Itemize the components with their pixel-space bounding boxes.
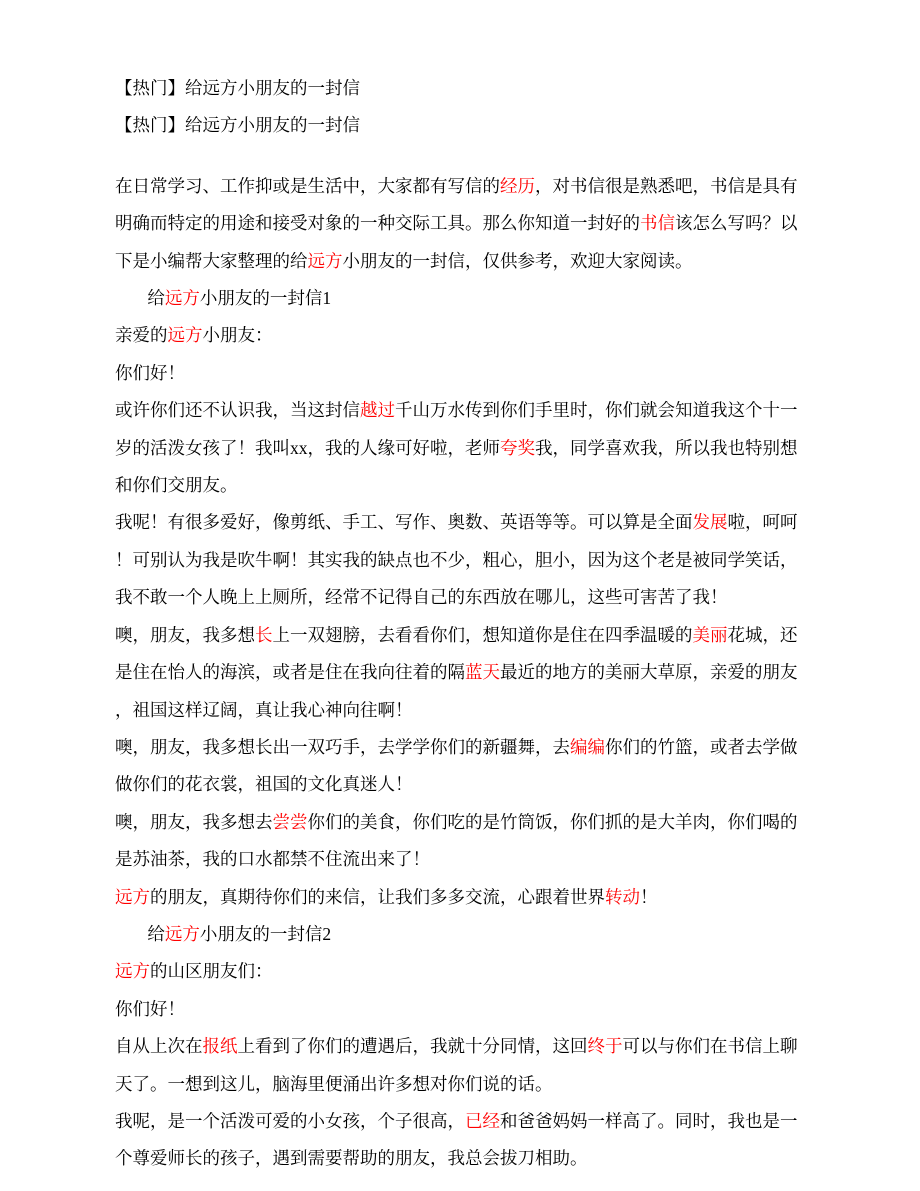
text-segment: 花城，还是住在怡人的海滨，或者是住在我向往着的隔 xyxy=(115,624,798,683)
text-segment: 小朋友的一封信1 xyxy=(199,288,332,309)
highlighted-text-segment: 美丽 xyxy=(692,624,728,645)
highlighted-text-segment: 越过 xyxy=(360,400,395,421)
text-segment: 【热门】给远方小朋友的一封信 xyxy=(115,78,360,98)
text-segment: 和爸爸妈妈一样高了。同时，我也是一个尊爱师长的孩子，遇到需要帮助的朋友，我总会拔刀相助。 xyxy=(115,1110,798,1169)
letter1-paragraph-2 xyxy=(115,504,805,616)
text-segment: 可以与你们在书信上聊天了。一想到这儿，脑海里便涌出许多想对你们说的话。 xyxy=(115,1036,798,1094)
text-segment: 你们的竹篮，或者去学做做你们的花衣裳，祖国的文化真迷人！ xyxy=(115,736,798,795)
text-segment: 最近的地方的美丽大草原，亲爱的朋友，祖国这样辽阔，真让我心神向往啊！ xyxy=(115,662,798,720)
highlighted-text-segment: 经历 xyxy=(500,175,535,196)
text-segment: ！ xyxy=(640,886,658,907)
text-segment: 亲爱的 xyxy=(115,325,168,346)
text-segment: 我呢，是一个活泼可爱的小女孩，个子很高， xyxy=(115,1110,465,1131)
highlighted-text-segment: 夸奖 xyxy=(500,437,535,458)
highlighted-text-segment: 远方 xyxy=(164,288,200,309)
highlighted-text-segment: 尝尝 xyxy=(272,811,308,832)
salutation-1 xyxy=(115,317,805,354)
text-segment: 噢，朋友，我多想长出一双巧手，去学学你们的新疆舞，去 xyxy=(115,736,570,757)
letter2-paragraph-2 xyxy=(115,1103,805,1178)
highlighted-text-segment: 终于 xyxy=(587,1036,623,1057)
letter1-closing xyxy=(115,879,805,916)
text-segment: 的山区朋友们： xyxy=(150,961,273,982)
highlighted-text-segment: 蓝天 xyxy=(465,662,500,683)
highlighted-text-segment: 远方 xyxy=(167,325,203,346)
text-segment: 小朋友的一封信2 xyxy=(199,923,332,944)
text-segment: 在日常学习、工作抑或是生活中，大家都有写信的 xyxy=(115,175,500,196)
text-segment: 我，同学喜欢我，所以我也特别想和你们交朋友。 xyxy=(115,437,798,496)
text-segment: 的朋友，真期待你们的来信，让我们多多交流，心跟着世界 xyxy=(150,886,605,907)
text-segment: 自从上次在 xyxy=(115,1036,203,1057)
text-segment: 小朋友的一封信，仅供参考，欢迎大家阅读。 xyxy=(342,250,693,271)
text-segment: 我呢！有很多爱好，像剪纸、手工、写作、奥数、英语等等。可以算是全面 xyxy=(115,512,693,533)
text-segment: 千山万水传到你们手里时，你们就会知道我这个十一岁的活泼女孩了！我叫xx，我的人缘可好啦，老师 xyxy=(115,400,798,458)
text-segment: 啦，呵呵！可别认为我是吹牛啊！其实我的缺点也不少，粗心，胆小，因为这个老是被同学笑话，我不敢一个人晚上上厕所，经常不记得自己的东西放在哪儿，这些可害苦了我！ xyxy=(115,512,798,608)
text-segment: 噢，朋友，我多想 xyxy=(115,624,255,645)
text-segment: 上看到了你们的遭遇后，我就十分同情，这回 xyxy=(237,1036,588,1057)
highlighted-text-segment: 书信 xyxy=(640,213,675,234)
highlighted-text-segment: 远方 xyxy=(164,923,200,944)
intro-paragraph xyxy=(115,168,805,280)
highlighted-text-segment: 长 xyxy=(255,624,273,645)
greeting-2 xyxy=(115,991,805,1028)
section-heading-2 xyxy=(115,916,805,953)
greeting-1 xyxy=(115,355,805,392)
salutation-2 xyxy=(115,953,805,990)
letter1-paragraph-3 xyxy=(115,617,805,729)
letter1-paragraph-1 xyxy=(115,392,805,504)
letter1-paragraph-4 xyxy=(115,729,805,804)
highlighted-text-segment: 编编 xyxy=(570,736,605,757)
document-body xyxy=(115,70,805,1178)
text-segment: 噢，朋友，我多想去 xyxy=(115,811,273,832)
text-segment: 该怎么写吗？以下是小编帮大家整理的给 xyxy=(115,213,798,271)
text-segment: 【热门】给远方小朋友的一封信 xyxy=(115,115,360,136)
text-segment: 小朋友： xyxy=(202,325,273,346)
highlighted-text-segment: 转动 xyxy=(605,886,640,907)
highlighted-text-segment: 已经 xyxy=(465,1110,500,1131)
text-segment: 你们好！ xyxy=(115,998,185,1019)
doc-title-line-2 xyxy=(115,107,805,144)
section-heading-1 xyxy=(115,280,805,317)
highlighted-text-segment: 远方 xyxy=(307,250,343,271)
highlighted-text-segment: 发展 xyxy=(692,512,728,533)
highlighted-text-segment: 报纸 xyxy=(202,1036,238,1057)
text-segment: 或许你们还不认识我，当这封信 xyxy=(115,400,360,421)
text-segment: ，对书信很是熟悉吧，书信是具有明确而特定的用途和接受对象的一种交际工具。那么你知道一封好的 xyxy=(115,175,798,234)
text-segment: 给 xyxy=(147,288,165,309)
letter2-paragraph-1 xyxy=(115,1028,805,1103)
text-segment: 你们好！ xyxy=(115,362,185,383)
letter1-paragraph-5 xyxy=(115,804,805,879)
text-segment: 上一双翅膀，去看看你们，想知道你是住在四季温暖的 xyxy=(272,624,693,645)
highlighted-text-segment: 远方 xyxy=(115,886,150,907)
text-segment: 你们的美食，你们吃的是竹筒饭，你们抓的是大羊肉，你们喝的是苏油茶，我的口水都禁不住流出来了！ xyxy=(115,811,798,870)
doc-title-line-1 xyxy=(115,70,805,107)
highlighted-text-segment: 远方 xyxy=(115,961,150,982)
text-segment: 给 xyxy=(147,923,165,944)
